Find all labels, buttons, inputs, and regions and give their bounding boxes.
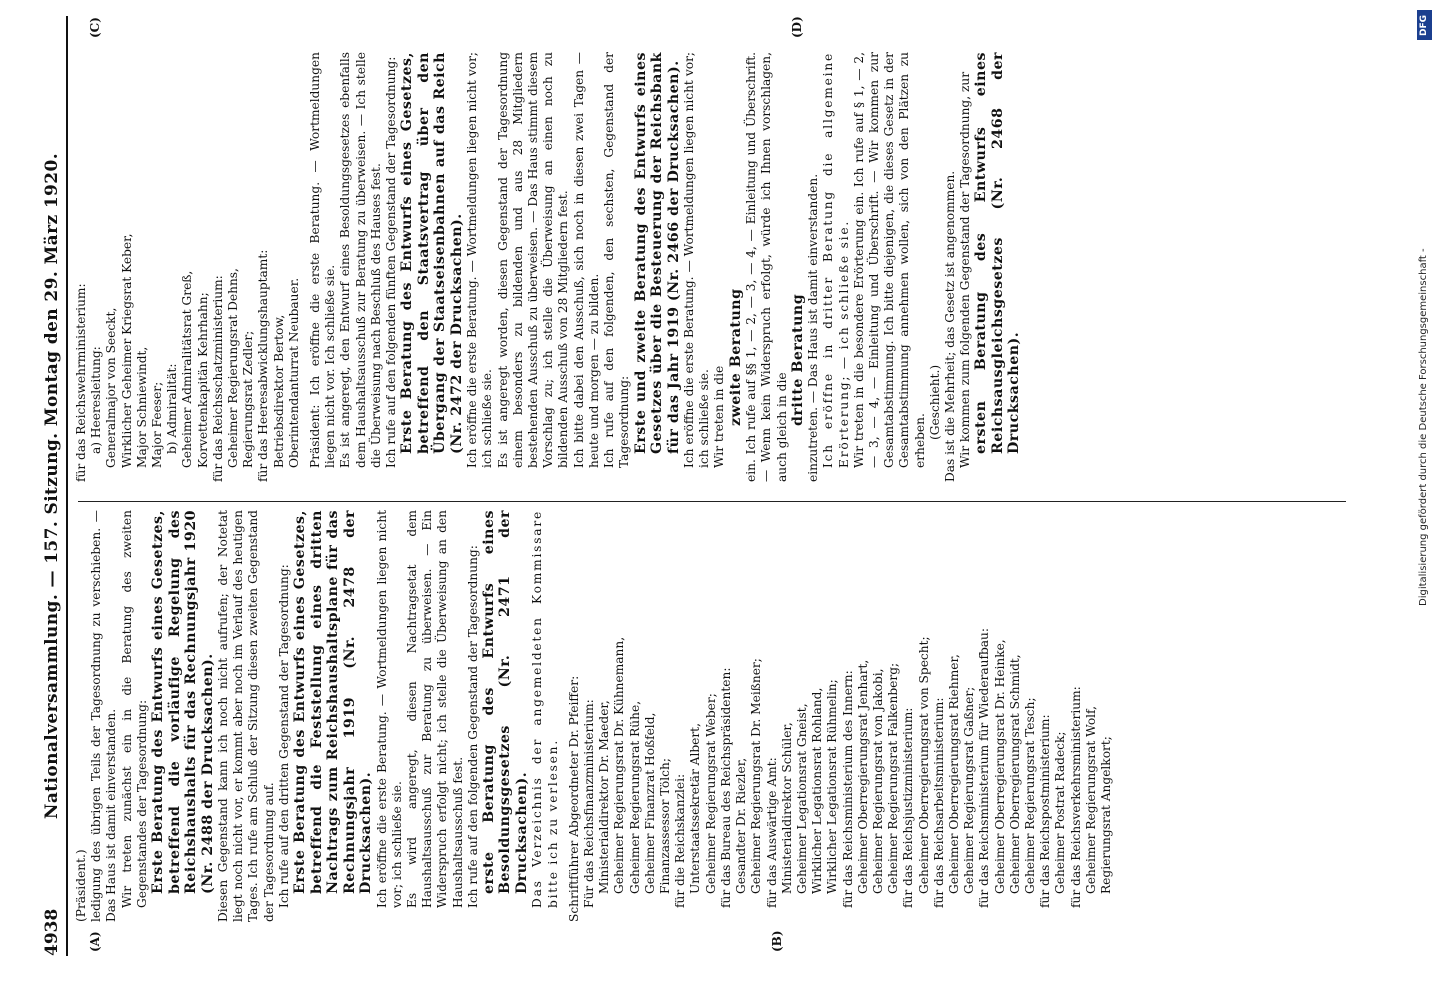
column-divider [78, 501, 1346, 502]
commissioner-line: Ministerialdirektor Dr. Maeder, [597, 700, 612, 894]
header-rule [66, 16, 68, 956]
commissioner-line: Geheimer Regierungsrat Wolf, [1083, 705, 1098, 894]
paragraph: Ich rufe auf den dritten Gegenstand der Tagesordnung: [276, 564, 291, 908]
ministry-line: für das Heeresabwicklungshauptamt: [256, 249, 271, 482]
paragraph: Wir treten zunächst ein in die Beratung des zweiten Gegenstandes der Tagesordnung: [119, 510, 149, 908]
ministry-line: für das Reichsjustizministerium: [901, 707, 916, 908]
paragraph: einzutreten. — Das Haus ist damit einverstanden. [806, 173, 821, 482]
commissioner-line: Wirklicher Legationsrat Rohland, [810, 687, 825, 894]
agenda-item-heading: ersten Beratung des Entwurfs eines Reichsausgleichsgesetzes (Nr. 2468 der Drucksachen). [973, 52, 1023, 454]
commissioner-line: Geheimer Oberregierungsrat Jenhart, [855, 659, 870, 894]
paragraph: Es ist angeregt, den Entwurf eines Besoldungsgesetzes ebenfalls dem Haushaltsausschuß zur Beratung zu überweisen. — Ich stelle die Überweisung nach Beschluß des Hauses fest. [338, 52, 383, 468]
credit-text: Digitalisierung gefördert durch die Deutsche Forschungsgemeinschaft - [1418, 248, 1429, 606]
commissioner-line: Ministerialdirektor Schüler, [779, 722, 794, 894]
commissioner-line: Geheimer Regierungsrat Falkenberg; [886, 662, 901, 894]
ministry-line: für das Bureau des Reichspräsidenten: [718, 667, 733, 908]
ministry-subdivision: a) Heeresleitung: [89, 346, 104, 454]
paragraph: (Geschieht.) [927, 364, 942, 440]
ministry-line: für die Reichskanzlei: [673, 773, 688, 908]
commissioner-line: Major Feeser; [150, 381, 165, 468]
paragraph: Es ist angeregt worden, diesen Gegenstand der Tagesordnung einem besonders zu bildenden und aus 28 Mitgliedern bestehenden Ausschuß zu überweisen. — Das Haus stimmt diesem Vorschlag zu; ich stelle die Überweisung an einen noch zu bildenden Ausschuß von 28 Mitgliedern fest. [495, 52, 571, 468]
page-header [38, 16, 66, 956]
commissioner-line: Geheimer Regierungsrat Gaßner; [962, 686, 977, 894]
paragraph: Es wird angeregt, diesen Nachtragsetat dem Haushaltsausschuß zur Beratung zu überweisen. — Ein Widerspruch erfolgt nicht; ich stelle die Überweisung an den Haushaltsausschuß fest. [404, 510, 465, 908]
paragraph: Wir treten in die besondere Erörterung ein. Ich rufe auf § 1, — 2, — 3, — 4, — Einleitung und Überschrift. — Wir kommen zur Gesamtabstimmung. Ich bitte diejenigen, die dieses Gesetz in der Gesamtabstimmung annehmen wollen, sich von den Plätzen zu erheben. [851, 52, 927, 468]
margin-marker-d: (D) [790, 16, 804, 38]
commissioner-line: Geheimer Regierungsrat Dr. Meißner; [749, 658, 764, 894]
commissioner-line: Geheimer Regierungsrat Rühe, [627, 700, 642, 894]
margin-marker-a: (A) [88, 931, 102, 952]
commissioner-line: Geheimer Regierungsrat Dehns, [226, 268, 241, 468]
paragraph: Ich rufe auf den folgenden, den sechsten, Gegenstand der Tagesordnung: [602, 52, 632, 468]
commissioner-line: Geheimer Oberregierungsrat Dr. Heinke, [992, 639, 1007, 894]
commissioner-line: Geheimer Oberregierungsrat von Specht; [916, 636, 931, 894]
paragraph: Ich eröffne die erste Beratung. — Wortmeldungen liegen nicht vor; ich schließe sie. [682, 52, 712, 468]
commissioner-line: Finanzassessor Tölch; [658, 758, 673, 894]
commissioner-line: Korvettenkapitän Kehrhahn; [195, 292, 210, 468]
paragraph: Ich rufe auf den folgenden Gegenstand der Tagesordnung: [465, 545, 480, 908]
paragraph: Ich eröffne die erste Beratung. — Wortmeldungen liegen nicht vor; ich schließe sie. [374, 510, 404, 908]
ministry-line: für das Reichsarbeitsministerium: [931, 697, 946, 908]
commissioner-line: Wirklicher Legationsrat Rühmelin; [825, 679, 840, 894]
paragraph: ein. Ich rufe auf §§ 1, — 2, — 3, — 4, — Einleitung und Überschrift. — Wenn kein Widerspruch erfolgt, würde ich Ihnen vorschlagen, auch gleich in die [744, 52, 789, 482]
ministry-line: für das Reichspostministerium: [1038, 714, 1053, 908]
commissioner-line: Regierungsrat Angelkort; [1098, 736, 1113, 894]
digitization-credit [1416, 6, 1434, 1000]
commissioner-line: Major Schniewindt, [134, 346, 149, 468]
commissioner-line: Geheimer Regierungsrat Tesch; [1022, 697, 1037, 894]
ministry-subdivision: b) Admiralität: [165, 363, 180, 454]
agenda-item-heading: Erste Beratung des Entwurfs eines Gesetzes, betreffend die vorläufige Regelung des Reichshaushalts für das Rechnungsjahr 1920 (Nr. 2488 der Drucksachen). [150, 510, 216, 894]
commissioner-line: Geheimer Regierungsrat von Jakobi, [870, 668, 885, 894]
commissioner-line: Geheimer Postrat Radeck; [1053, 731, 1068, 894]
commissioner-line: Betriebsdirektor Bertow, [271, 314, 286, 468]
paragraph: ledigung des übrigen Teils der Tagesordnung zu verschieben. — Das Haus ist damit einverstanden. [89, 510, 119, 922]
page-number: 4938 [42, 908, 62, 956]
running-title: Nationalversammlung. — 157. Sitzung. Montag den 29. März 1920. [42, 152, 62, 820]
commissioner-line: Regierungsrat Zedler; [241, 330, 256, 468]
commissioner-line: Unterstaatssekretär Albert, [688, 723, 703, 894]
paragraph: Das ist die Mehrheit; das Gesetz ist angenommen. [943, 170, 958, 482]
commissioner-line: Wirklicher Geheimer Kriegsrat Keber, [119, 233, 134, 468]
left-text-column [74, 510, 1114, 922]
paragraph: Wir kommen zum folgenden Gegenstand der Tagesordnung, zur [958, 71, 973, 468]
ministry-line: für das Auswärtige Amt: [764, 757, 779, 908]
commissioner-line: Geheimer Oberregierungsrat Schmidt, [1007, 654, 1022, 894]
section-heading: zweite Beratung [727, 288, 744, 426]
paragraph: Diesen Gegenstand kann ich noch nicht aufrufen; der Notetat liegt noch nicht vor, er kommt aber noch im Verlauf des heutigen Tages. Ich rufe am Schluß der Sitzung diesen zweiten Gegenstand der Tagesordnung auf. [216, 510, 276, 922]
agenda-item-heading: Erste Beratung des Entwurfs eines Gesetzes, betreffend die Feststellung eines dritten Nachtrags zum Reichshaushaltsplane für das Rechnungsjahr 1919 (Nr. 2478 der Drucksachen). [292, 510, 375, 894]
commissioner-line: Geheimer Admiralitätsrat Greß, [180, 270, 195, 468]
commissioner-line: Geheimer Regierungsrat Weber; [703, 693, 718, 894]
commissioner-line: Generalmajor von Seeckt, [104, 307, 119, 468]
paragraph: Ich bitte dabei den Ausschuß, sich noch in diesen zwei Tagen — heute und morgen — zu bilden. [571, 52, 601, 468]
margin-marker-c: (C) [88, 17, 102, 38]
paragraph: Ich rufe auf den folgenden fünften Gegenstand der Tagesordnung: [384, 56, 399, 468]
margin-marker-b: (B) [770, 930, 784, 952]
commissioner-line: Geheimer Finanzrat Hoßfeld, [642, 712, 657, 894]
speaker-note: (Präsident.) [74, 849, 88, 922]
commissioner-line: Gesandter Dr. Riezler, [734, 757, 749, 894]
commissioner-line: Geheimer Regierungsrat Dr. Kühnemann, [612, 636, 627, 894]
agenda-item-heading: Erste und zweite Beratung des Entwurfs eines Gesetzes über die Besteuerung der Reichsbank für das Jahr 1919 (Nr. 2466 der Drucksachen). [632, 52, 682, 454]
commissioner-line: Geheimer Legationsrat Gneist, [794, 703, 809, 894]
ministry-line: für das Reichsschatzministerium: [210, 275, 225, 482]
section-heading: dritte Beratung [789, 293, 806, 426]
commissioner-line: Geheimer Oberregierungsrat Riehmer, [946, 654, 961, 894]
president-statement: Präsident: Ich eröffne die erste Beratung. — Wortmeldungen liegen nicht vor. Ich schließe sie. [308, 52, 338, 468]
ministry-line: für das Reichsverkehrsministerium: [1068, 686, 1083, 908]
dfg-logo: DFG [1417, 10, 1432, 40]
paragraph: Wir treten in die [712, 365, 727, 468]
ministry-line: für das Reichsministerium des Innern: [840, 670, 855, 908]
ministry-line: für das Reichswehrministerium: [74, 283, 88, 482]
ministry-line: für das Reichsministerium für Wiederaufbau: [977, 627, 992, 908]
right-text-column [74, 52, 1023, 482]
paragraph: Das Verzeichnis der angemeldeten Kommissare bitte ich zu verlesen. [530, 510, 560, 908]
speaker-line: Schriftführer Abgeordneter Dr. Pfeiffer: [566, 675, 581, 922]
agenda-item-heading: erste Beratung des Entwurfs eines Besoldungsgesetzes (Nr. 2471 der Drucksachen). [480, 510, 530, 894]
commissioner-line: Oberintendanturrat Neubauer. [286, 277, 301, 468]
paragraph: Ich eröffne in dritter Beratung die allgemeine Erörterung; — ich schließe sie. [821, 52, 851, 468]
agenda-item-heading: Erste Beratung des Entwurfs eines Gesetzes, betreffend den Staatsvertrag über den Übergang der Staatseisenbahnen auf das Reich (Nr. 2472 der Drucksachen). [399, 52, 465, 454]
paragraph: Ich eröffne die erste Beratung. — Wortmeldungen liegen nicht vor; ich schließe sie. [465, 52, 495, 468]
ministry-line: Für das Reichsfinanzministerium: [582, 699, 597, 908]
